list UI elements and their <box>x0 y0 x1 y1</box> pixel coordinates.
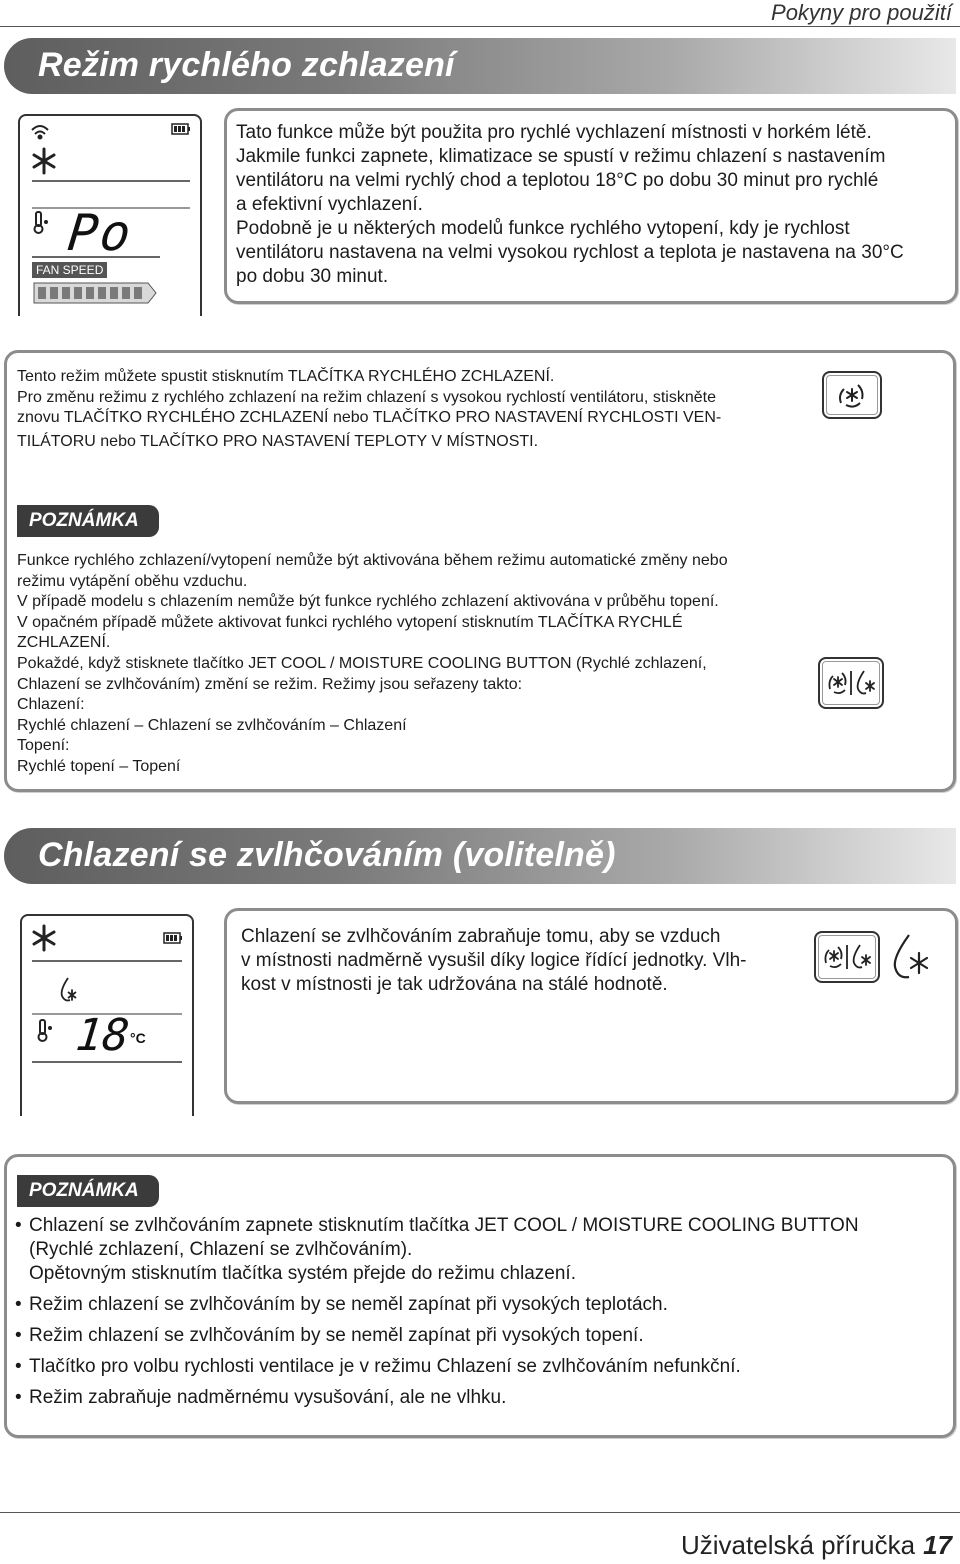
note-line: Rychlé topení – Topení <box>17 757 181 775</box>
note-item: • Režim chlazení se zvlhčováním by se neměl zapínat při vysokých topení. <box>15 1324 935 1348</box>
jet-cool-button[interactable] <box>822 371 882 419</box>
remote-display <box>18 114 202 316</box>
snowflake-icon <box>34 149 54 173</box>
moisture-cooling-button[interactable] <box>814 931 880 983</box>
fan-speed-label: FAN SPEED <box>32 262 107 278</box>
snowflake-icon <box>34 926 54 950</box>
note-line: ZCHLAZENÍ. <box>17 634 111 652</box>
intro-line: Chlazení se zvlhčováním zabraňuje tomu, aby se vzduch <box>241 926 721 947</box>
intro-line: Jakmile funkci zapnete, klimatizace se spustí v režimu chlazení s nastavením <box>236 146 886 167</box>
note-line: Chlazení se zvlhčováním) změní se režim. Režimy jsou seřazeny takto: <box>17 675 523 693</box>
intro-line: Tato funkce může být použita pro rychlé vychlazení místnosti v horkém létě. <box>236 122 872 143</box>
section-title: Režim rychlého zchlazení <box>38 46 455 84</box>
note-line: V opačném případě můžete aktivovat funkci rychlého vytopení stisknutím TLAČÍTKA RYCHLÉ <box>17 613 683 631</box>
note-tag: POZNÁMKA <box>17 1175 159 1207</box>
note-item <box>15 1214 935 1286</box>
note-line: Funkce rychlého zchlazení/vytopení nemůže být aktivována během režimu automatické změny nebo <box>17 552 728 569</box>
note-item-text: (Rychlé zchlazení, Chlazení se zvlhčováním). <box>29 1239 413 1260</box>
intro-text <box>241 925 801 997</box>
fan-speed-bar <box>34 283 156 303</box>
intro-line: ventilátoru na velmi rychlý chod a teplotou 18°C po dobu 30 minut pro rychlé <box>236 170 879 191</box>
battery-icon <box>172 124 190 134</box>
jet-cool-icon <box>824 373 880 417</box>
remote-display <box>20 914 194 1116</box>
instructions-box <box>4 350 956 792</box>
section-title-bar <box>4 828 956 884</box>
note-line: režimu vytápění oběhu vzduchu. <box>17 572 248 590</box>
note-item: • Režim zabraňuje nadměrnému vysušování, ale ne vlhku. <box>15 1386 935 1410</box>
instruction-line: znovu TLAČÍTKO RYCHLÉHO ZCHLAZENÍ nebo TLAČÍTKO PRO NASTAVENÍ RYCHLOSTI VEN- <box>17 409 722 427</box>
droplet-snowflake-icon <box>887 931 935 985</box>
instruction-line: Pro změnu režimu z rychlého zchlazení na režim chlazení s vysokou rychlostí ventilátoru, stiskněte <box>17 388 716 406</box>
note-item-text: Opětovným stisknutím tlačítka systém přejde do režimu chlazení. <box>29 1263 576 1284</box>
note-box <box>4 1154 956 1438</box>
moisture-icon <box>62 978 76 1001</box>
note-list <box>15 1214 935 1417</box>
signal-icon <box>32 126 48 139</box>
intro-line: Podobně je u některých modelů funkce rychlého vytopení, kdy je rychlost <box>236 218 850 239</box>
thermometer-icon <box>35 212 49 233</box>
intro-line: po dobu 30 minut. <box>236 266 389 287</box>
moisture-cooling-button[interactable] <box>818 657 884 709</box>
note-item: • Režim chlazení se zvlhčováním by se neměl zapínat při vysokých teplotách. <box>15 1293 935 1317</box>
note-line: Topení: <box>17 737 70 755</box>
footer <box>681 1530 952 1561</box>
temp-unit: °C <box>130 1030 146 1046</box>
thermometer-icon <box>39 1020 53 1041</box>
instructions-text <box>17 367 797 452</box>
section-title-bar <box>4 38 956 94</box>
intro-line: a efektivní vychlazení. <box>236 194 423 215</box>
temp-readout: 18 <box>73 1010 132 1061</box>
note-line: Chlazení: <box>17 696 85 714</box>
page-number: 17 <box>923 1530 952 1560</box>
note-line: V případě modelu s chlazením nemůže být funkce rychlého zchlazení aktivována v průběhu topení. <box>17 593 719 611</box>
jet-moisture-icon <box>816 933 878 981</box>
battery-icon <box>164 933 182 943</box>
note-line: Pokaždé, když stisknete tlačítko JET COOL / MOISTURE COOLING BUTTON (Rychlé zchlazení, <box>17 654 707 672</box>
note-item: • Tlačítko pro volbu rychlosti ventilace je v režimu Chlazení se zvlhčováním nefunkční. <box>15 1355 935 1379</box>
header-title: Pokyny pro použití <box>771 0 952 25</box>
footer-label: Uživatelská příručka <box>681 1530 916 1560</box>
note-tag: POZNÁMKA <box>17 505 159 537</box>
intro-line: ventilátoru nastavena na velmi vysokou rychlost a teplota je nastavena na 30°C <box>236 242 904 263</box>
section-title: Chlazení se zvlhčováním (volitelně) <box>38 836 616 874</box>
jet-moisture-icon <box>820 659 882 707</box>
instruction-line: Tento režim můžete spustit stisknutím TLAČÍTKA RYCHLÉHO ZCHLAZENÍ. <box>17 368 555 385</box>
instruction-line: TILÁTORU nebo TLAČÍTKO PRO NASTAVENÍ TEPLOTY V MÍSTNOSTI. <box>17 432 539 450</box>
footer-divider <box>0 1512 960 1513</box>
intro-box <box>224 108 958 304</box>
mode-readout: Po <box>64 204 136 262</box>
note-text <box>17 551 817 778</box>
intro-box <box>224 908 958 1104</box>
note-line: Rychlé chlazení – Chlazení se zvlhčováním – Chlazení <box>17 716 407 734</box>
intro-line: kost v místnosti je tak udržována na stálé hodnotě. <box>241 974 668 995</box>
intro-text <box>236 121 951 289</box>
intro-line: v místnosti nadměrně vysušil díky logice řídící jednotky. Vlh- <box>241 950 747 971</box>
header-divider <box>0 26 960 27</box>
note-item-text: Chlazení se zvlhčováním zapnete stisknutím tlačítka JET COOL / MOISTURE COOLING BUTTON <box>29 1215 859 1236</box>
